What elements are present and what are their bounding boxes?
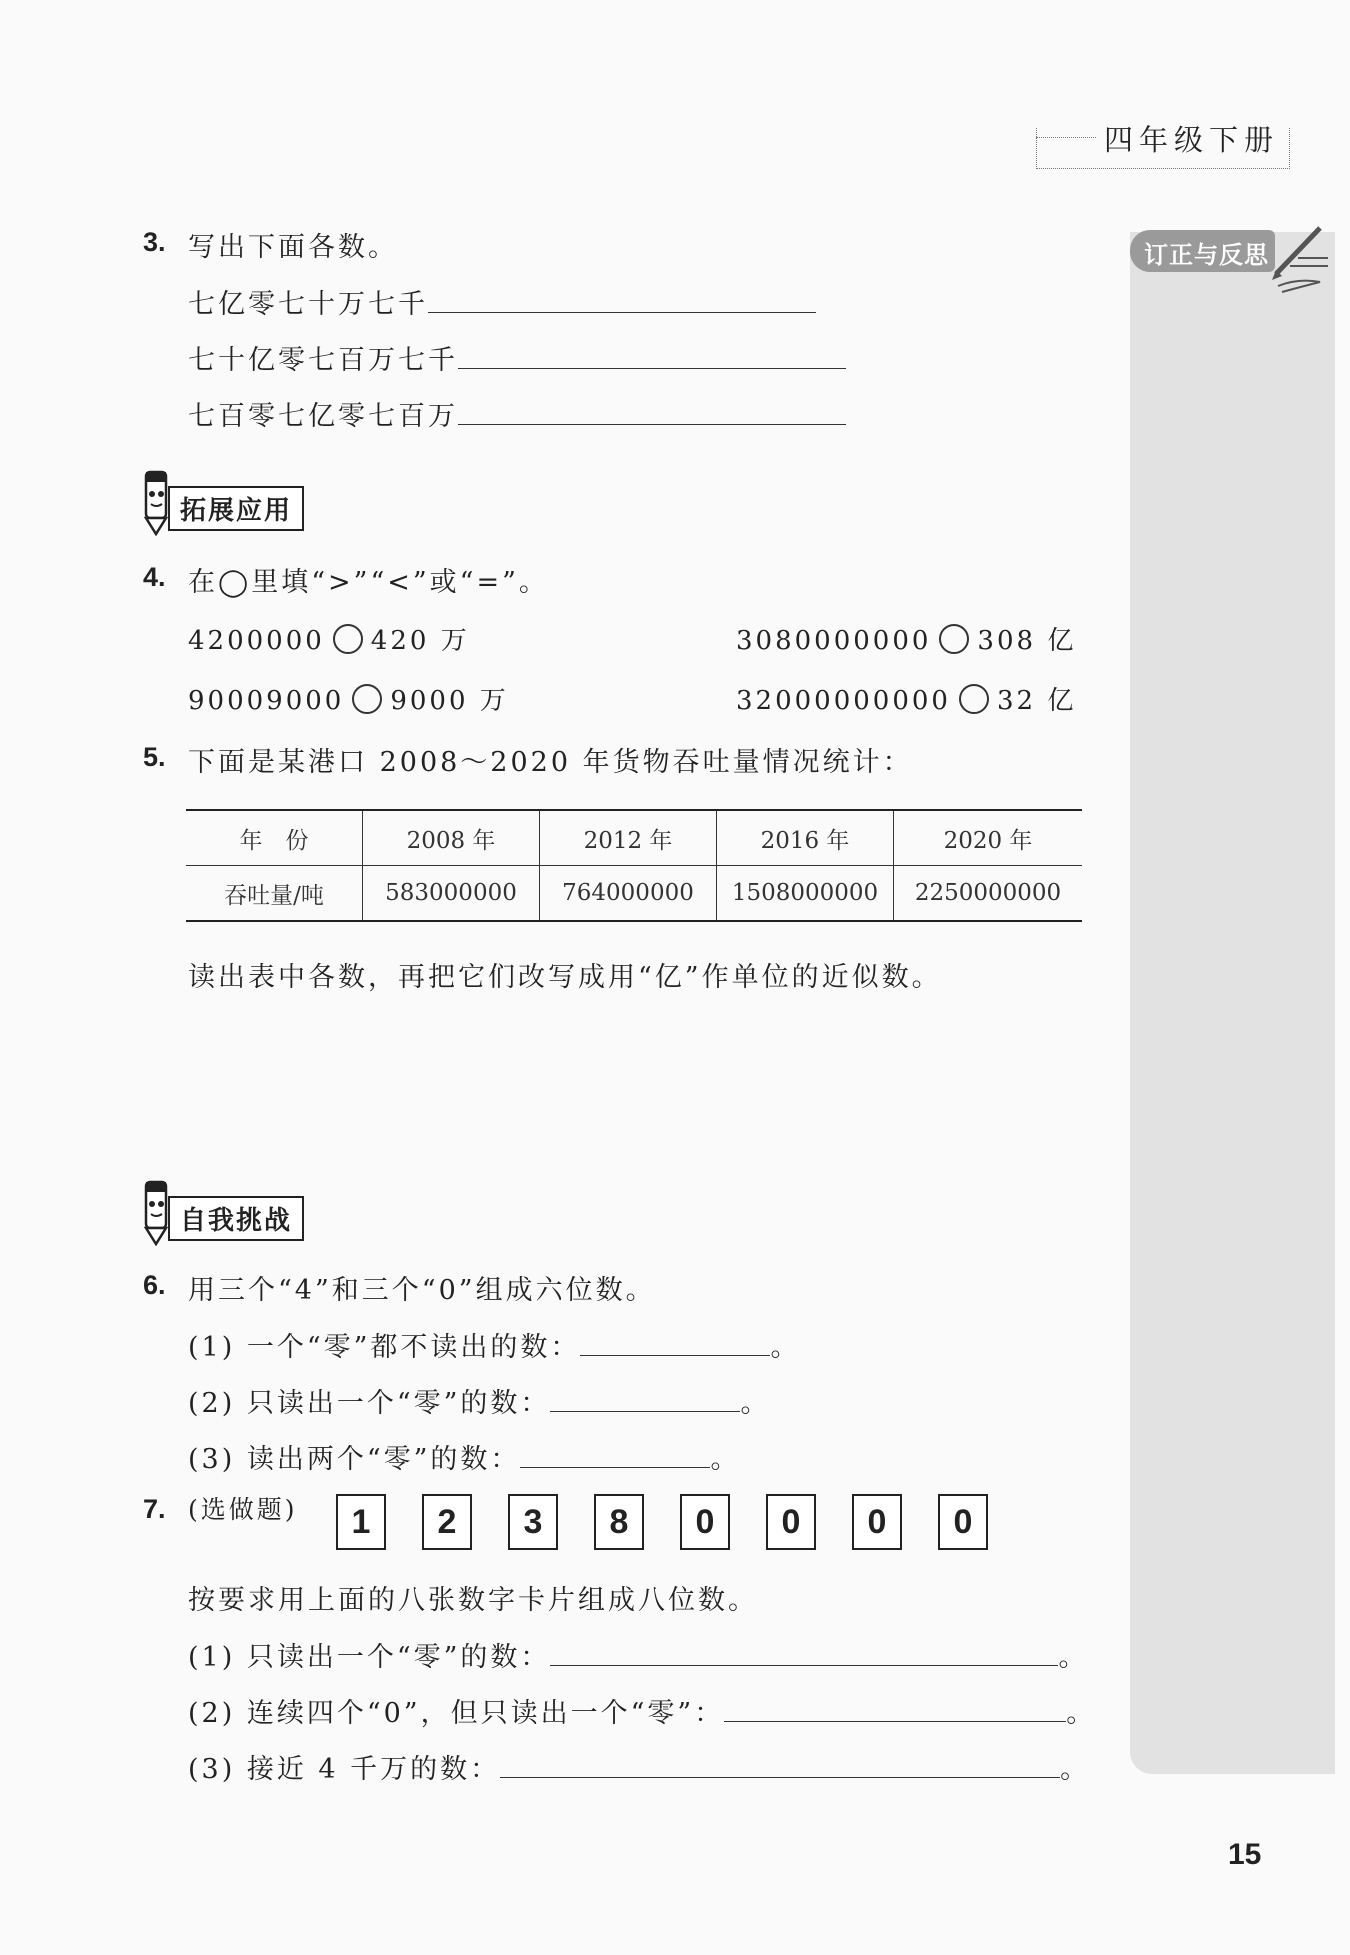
digit-card: 8 <box>594 1494 644 1550</box>
q7-item-2-text: (2) 连续四个“0”，但只读出一个“零”： <box>188 1698 725 1729</box>
q7-item-2 <box>188 1691 1096 1730</box>
q3-item-2 <box>188 338 846 377</box>
q3-item-2-text: 七十亿零七百万七千 <box>188 345 458 376</box>
q7-item-3 <box>188 1747 1090 1786</box>
q3-item-1 <box>188 282 816 321</box>
q7-answer-blank-1[interactable] <box>550 1639 1058 1666</box>
page-number: 15 <box>1228 1838 1262 1871</box>
q3-item-3 <box>188 394 846 433</box>
q3-answer-blank-2[interactable] <box>458 342 846 369</box>
q6-item-1-text: (1) 一个“零”都不读出的数： <box>188 1332 581 1363</box>
table-header-cell: 2012 年 <box>540 810 717 866</box>
q7-item-3-text: (3) 接近 4 千万的数： <box>188 1754 501 1785</box>
q4-item-2-right: 308 亿 <box>977 626 1077 656</box>
q7-instruction: 按要求用上面的八张数字卡片组成八位数。 <box>188 1585 758 1616</box>
digit-card: 0 <box>766 1494 816 1550</box>
compare-circle-2[interactable] <box>939 624 969 654</box>
q7-answer-blank-2[interactable] <box>724 1695 1066 1722</box>
q3-item-1-text: 七亿零七十万七千 <box>188 289 428 320</box>
q6-title: 用三个“4”和三个“0”组成六位数。 <box>188 1275 656 1306</box>
q7-item-1-text: (1) 只读出一个“零”的数： <box>188 1642 551 1673</box>
q5-instruction: 读出表中各数，再把它们改写成用“亿”作单位的近似数。 <box>188 962 942 993</box>
pencil-icon <box>1268 222 1336 300</box>
q3-answer-blank-3[interactable] <box>458 398 846 425</box>
table-header-row <box>186 810 1082 866</box>
digit-card: 2 <box>422 1494 472 1550</box>
q4-title: 在◯里填“>”“<”或“=”。 <box>188 567 549 598</box>
section-extend-title: 拓展应用 <box>168 486 304 531</box>
q7-answer-blank-3[interactable] <box>500 1751 1060 1778</box>
q4-item-4 <box>736 680 1076 717</box>
table-cell: 吞吐量/吨 <box>224 882 324 909</box>
q7-tag: (选做题) <box>188 1495 298 1524</box>
q6-number: 6. <box>143 1270 166 1300</box>
q6-item-3 <box>188 1437 740 1476</box>
correction-sidebar <box>1130 232 1335 1774</box>
q3-answer-blank-1[interactable] <box>428 286 816 313</box>
q6-item-3-text: (3) 读出两个“零”的数： <box>188 1444 521 1475</box>
q5-number: 5. <box>143 742 166 772</box>
q7-number: 7. <box>143 1494 166 1524</box>
table-cell: 764000000 <box>540 866 717 922</box>
table-cell: 2250000000 <box>894 866 1083 922</box>
q5-title: 下面是某港口 2008～2020 年货物吞吐量情况统计： <box>188 747 913 778</box>
table-header-cell: 2008 年 <box>363 810 540 866</box>
q3-title: 写出下面各数。 <box>188 232 398 263</box>
q6-item-2-text: (2) 只读出一个“零”的数： <box>188 1388 551 1419</box>
table-header-cell: 年 份 <box>186 810 363 866</box>
q6-item-1-end: 。 <box>770 1332 801 1363</box>
q4-item-4-right: 32 亿 <box>996 686 1077 716</box>
table-header-cell: 2020 年 <box>894 810 1083 866</box>
q7-item-1-end: 。 <box>1058 1642 1089 1673</box>
throughput-table <box>186 809 1082 922</box>
digit-card: 0 <box>938 1494 988 1550</box>
q4-item-2-left: 3080000000 <box>736 626 932 656</box>
compare-circle-3[interactable] <box>352 684 382 714</box>
digit-cards <box>336 1494 1024 1550</box>
q4-item-2 <box>736 620 1076 657</box>
q4-item-1 <box>188 620 470 657</box>
table-row <box>186 866 1082 922</box>
q4-item-3-left: 90009000 <box>188 686 345 716</box>
digit-card: 1 <box>336 1494 386 1550</box>
grade-label-topline <box>1036 137 1096 138</box>
q4-item-3 <box>188 680 509 717</box>
q6-answer-blank-3[interactable] <box>520 1441 710 1468</box>
q6-item-2 <box>188 1381 770 1420</box>
q6-item-2-end: 。 <box>740 1388 771 1419</box>
compare-circle-4[interactable] <box>959 684 989 714</box>
section-challenge-title: 自我挑战 <box>168 1196 304 1241</box>
digit-card: 0 <box>680 1494 730 1550</box>
table-header-cell: 2016 年 <box>717 810 894 866</box>
correction-badge-label: 订正与反思 <box>1144 241 1269 269</box>
compare-circle-1[interactable] <box>333 624 363 654</box>
q3-item-3-text: 七百零七亿零七百万 <box>188 401 458 432</box>
q6-item-3-end: 。 <box>710 1444 741 1475</box>
q7-item-1 <box>188 1635 1088 1674</box>
table-cell: 583000000 <box>363 866 540 922</box>
q4-item-1-left: 4200000 <box>188 626 325 656</box>
q7-item-3-end: 。 <box>1060 1754 1091 1785</box>
table-cell: 1508000000 <box>717 866 894 922</box>
q7-item-2-end: 。 <box>1066 1698 1097 1729</box>
q4-item-4-left: 32000000000 <box>736 686 951 716</box>
q4-item-1-right: 420 万 <box>370 626 470 656</box>
q4-number: 4. <box>143 562 166 592</box>
digit-card: 0 <box>852 1494 902 1550</box>
q4-item-3-right: 9000 万 <box>390 686 509 716</box>
q6-answer-blank-1[interactable] <box>580 1329 770 1356</box>
q6-answer-blank-2[interactable] <box>550 1385 740 1412</box>
q6-item-1 <box>188 1325 800 1364</box>
grade-label: 四年级下册 <box>1104 123 1280 157</box>
q3-number: 3. <box>143 227 166 257</box>
digit-card: 3 <box>508 1494 558 1550</box>
